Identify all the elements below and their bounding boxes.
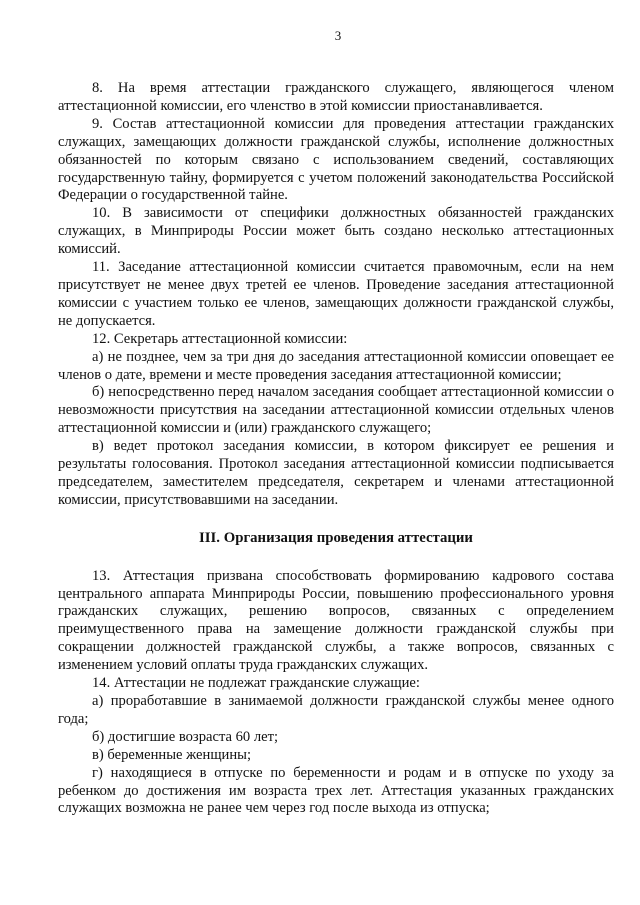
paragraph-10: 10. В зависимости от специфики должностных обязанностей гражданских служащих, в Минприроды России может быть создано несколько аттестационных комиссий. xyxy=(58,205,614,258)
paragraph-11: 11. Заседание аттестационной комиссии считается правомочным, если на нем присутствует не менее двух третей ее членов. Проведение заседания аттестационной комиссии с участием только ее членов, замещающих должности гражданской службы, не допускается. xyxy=(58,259,614,329)
paragraph-12a: а) не позднее, чем за три дня до заседания аттестационной комиссии оповещает ее членов о дате, времени и месте проведения заседания аттестационной комиссии; xyxy=(58,348,614,383)
paragraph-14b: б) достигшие возраста 60 лет; xyxy=(92,728,279,745)
paragraph-13: 13. Аттестация призвана способствовать формированию кадрового состава центрального аппарата Минприроды России, повышению профессионального уровня гражданских служащих, решению вопросов, связанных с определением преимущественного права на замещение должности гражданской службы при сокращении должностей гражданской службы, а также вопросов, связанных с изменением условий оплаты труда гражданских служащих. xyxy=(58,567,614,674)
paragraph-8: 8. На время аттестации гражданского служащего, являющегося членом аттестационной комиссии, его членство в этой комиссии приостанавливается. xyxy=(58,80,614,114)
section-heading: III. Организация проведения аттестации xyxy=(199,529,473,546)
paragraph-12b: б) непосредственно перед началом заседания сообщает аттестационной комиссии о невозможности присутствия на заседании аттестационной комиссии отдельных членов аттестационной комиссии и (или) гражданского служащего; xyxy=(58,384,614,437)
paragraph-9: 9. Состав аттестационной комиссии для проведения аттестации гражданских служащих, замещающих должности гражданской службы, исполнение должностных обязанностей по которым связано с использованием сведений, составляющих государственную тайну, формируется с учетом положений законодательства Российской Федерации о государственной тайне. xyxy=(58,115,614,204)
paragraph-14: 14. Аттестации не подлежат гражданские служащие: xyxy=(92,675,420,692)
paragraph-12: 12. Секретарь аттестационной комиссии: xyxy=(92,330,348,347)
paragraph-12c: в) ведет протокол заседания комиссии, в котором фиксирует ее решения и результаты голосования. Протокол заседания аттестационной комиссии подписывается председателем, заместителем председателя, секретарем и членами аттестационной комиссии, присутствовавшими на заседании. xyxy=(58,438,614,508)
paragraph-14c: в) беременные женщины; xyxy=(92,746,252,763)
page-number: 3 xyxy=(334,28,342,43)
paragraph-14d: г) находящиеся в отпуске по беременности и родам и в отпуске по уходу за ребенком до достижения им возраста трех лет. Аттестация указанных гражданских служащих возможна не ранее чем через год после выхода из отпуска; xyxy=(58,764,614,817)
paragraph-14a: а) проработавшие в занимаемой должности гражданской службы менее одного года; xyxy=(58,693,614,727)
